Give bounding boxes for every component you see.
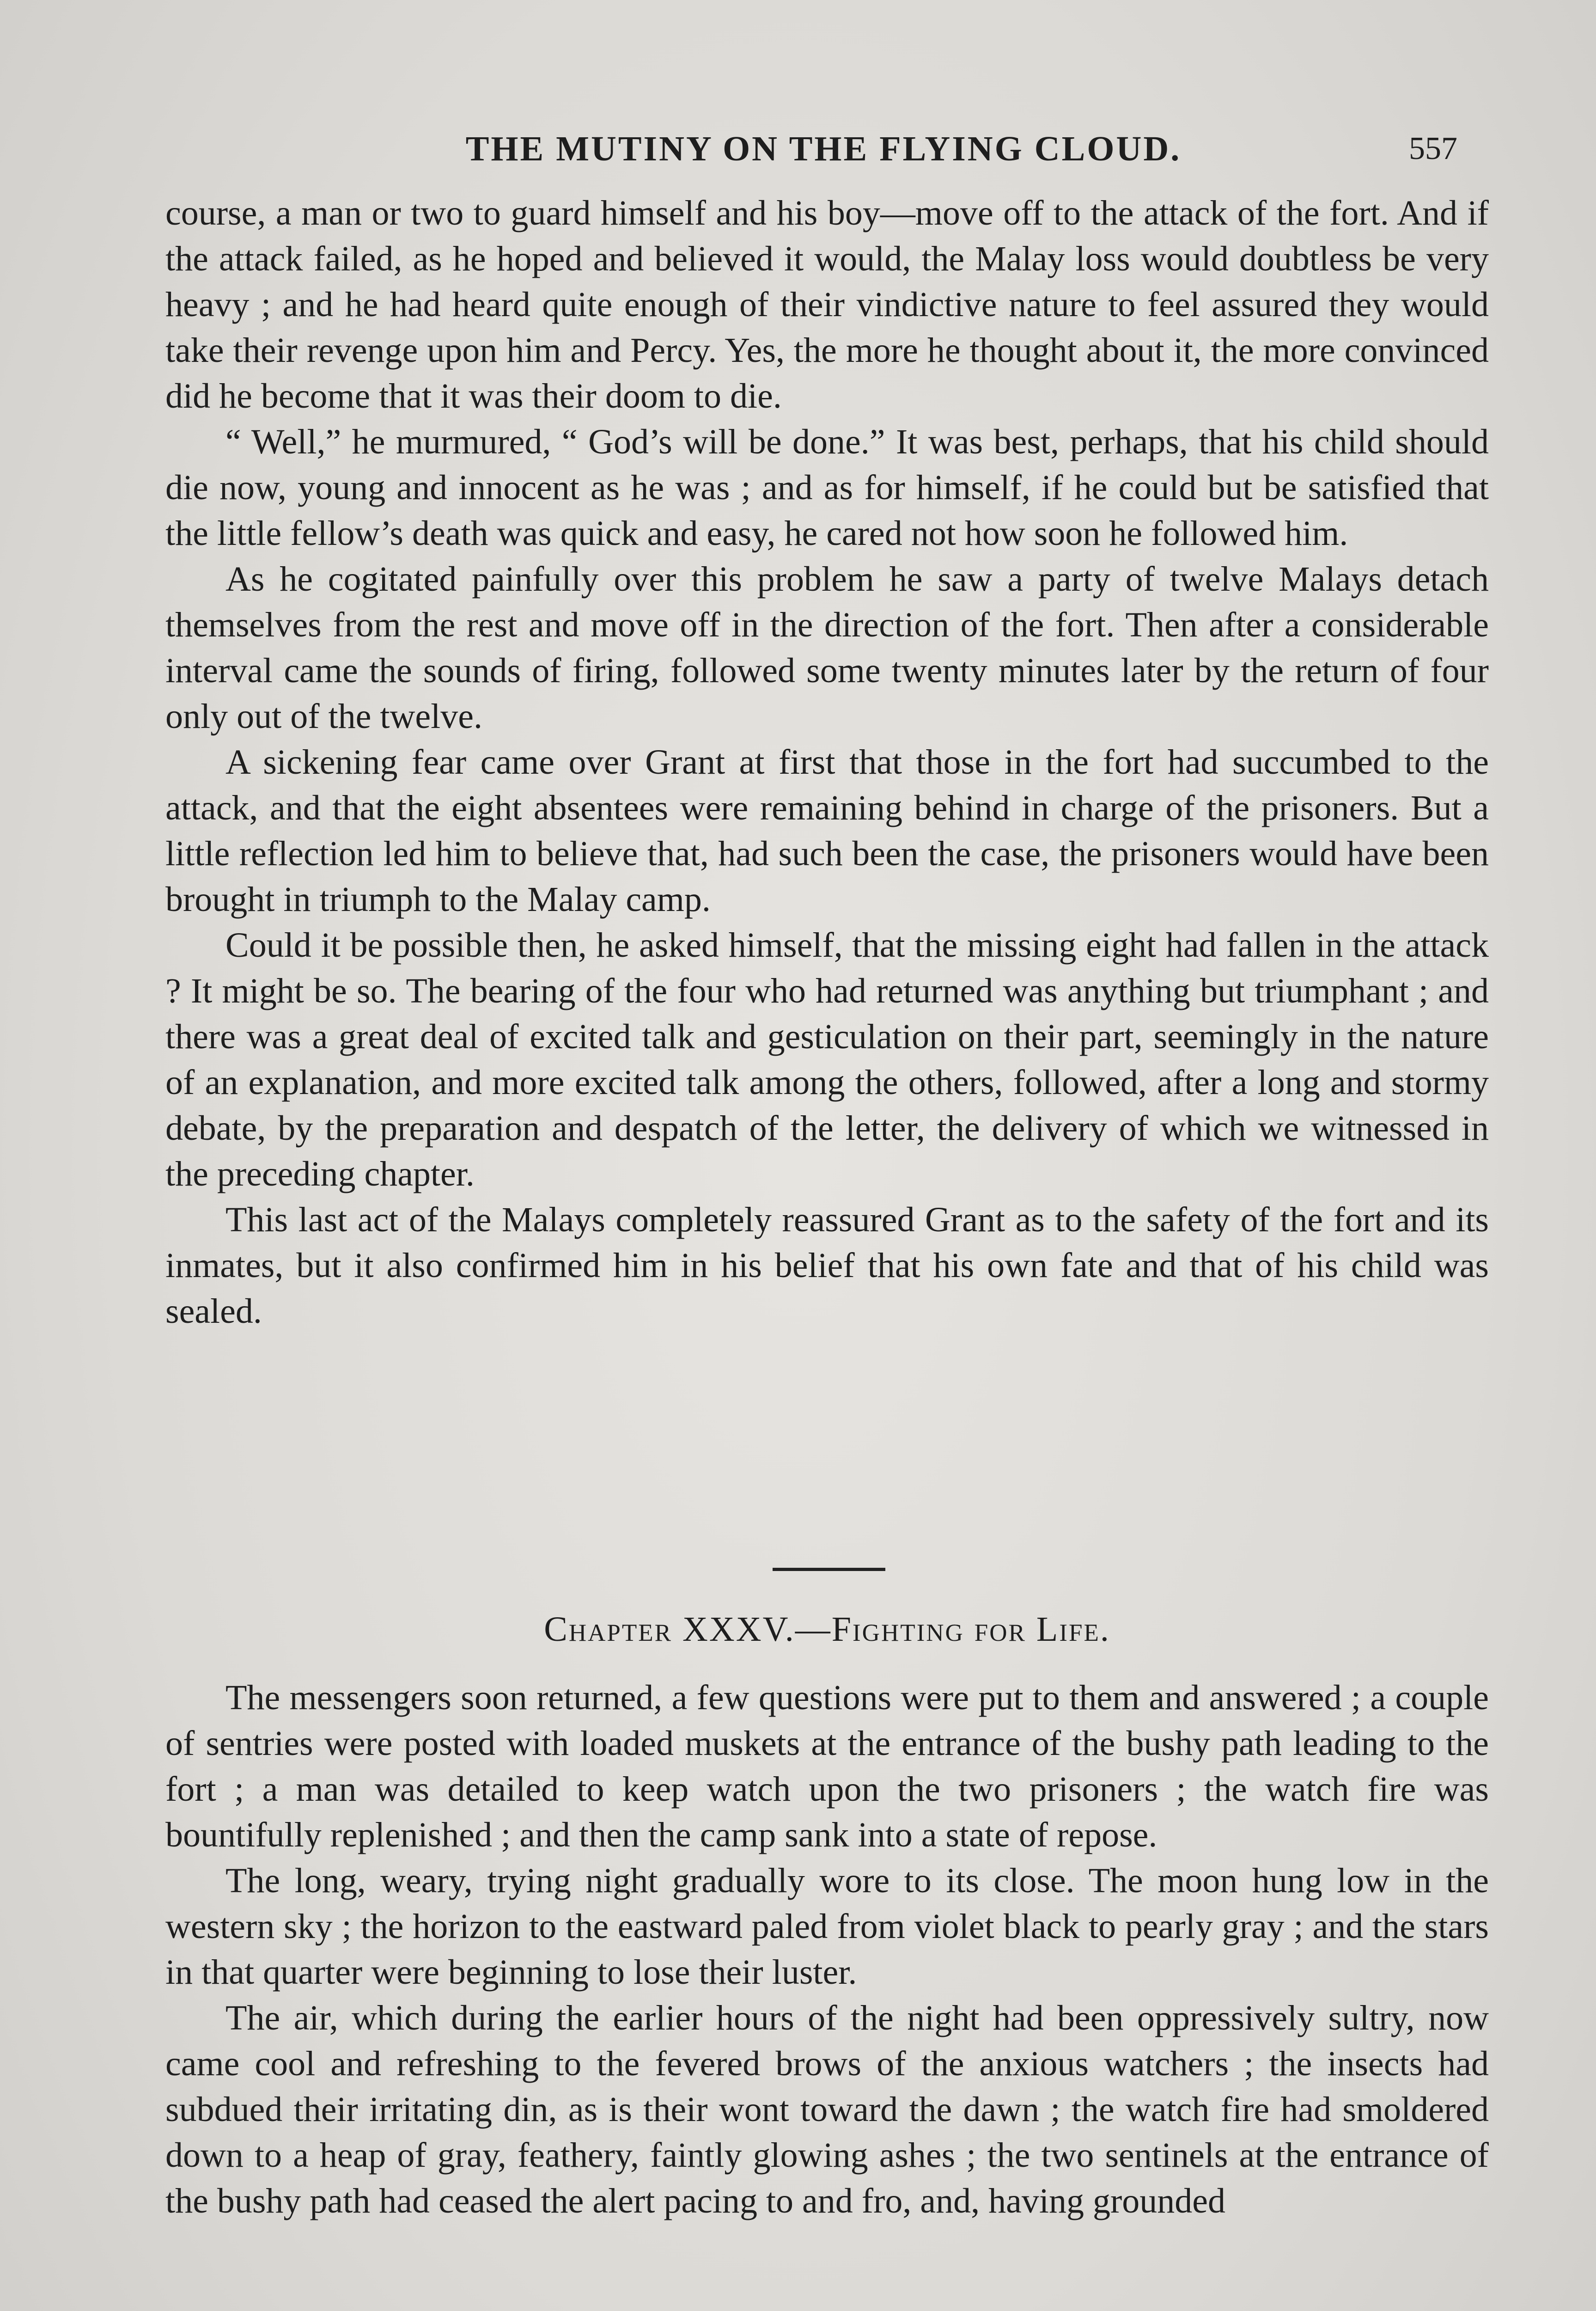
section-divider [773, 1568, 885, 1571]
paragraph: The messengers soon returned, a few questions were put to them and answered ; a couple of sentries were posted with loaded muskets at the entrance of the bushy path leading to the fort ; a man was detailed to keep watch upon the two prisoners ; the watch fire was bountifully replenished ; and then the camp sank into a state of repose. [165, 1678, 1489, 1854]
page-number: 557 [1409, 131, 1457, 166]
paragraph: A sickening fear came over Grant at first that those in the fort had succumbed to the attack, and that the eight absentees were remaining behind in charge of the prisoners. But a little reflection led him to believe that, had such been the case, the prisoners would have been brought in triumph to the Malay camp. [165, 743, 1489, 919]
body-text-chapter [165, 1675, 1489, 2224]
paragraph: The air, which during the earlier hours of the night had been oppressively sultry, now came cool and refreshing to the fevered brows of the anxious watchers ; the insects had subdued their irritating din, as is their wont toward the dawn ; the watch fire had smoldered down to a heap of gray, feathery, faintly glowing ashes ; the two sentinels at the entrance of the bushy path had ceased the alert pacing to and fro, and, having grounded [165, 1999, 1489, 2220]
paragraph: “ Well,” he murmured, “ God’s will be done.” It was best, perhaps, that his child should die now, young and innocent as he was ; and as for himself, if he could but be satisfied that the little fellow’s death was quick and easy, he cared not how soon he followed him. [165, 422, 1489, 553]
body-text-top [165, 190, 1489, 1334]
paragraph: course, a man or two to guard himself and his boy—move off to the attack of the fort. And if the attack failed, as he hoped and believed it would, the Malay loss would doubtless be very heavy ; and he had heard quite enough of their vindictive nature to feel assured they would take their revenge upon him and Percy. Yes, the more he thought about it, the more convinced did he become that it was their doom to die. [165, 194, 1489, 416]
running-title: THE MUTINY ON THE FLYING CLOUD. [465, 129, 1182, 168]
paragraph: As he cogitated painfully over this problem he saw a party of twelve Malays detach themselves from the rest and move off in the direction of the fort. Then after a considerable interval came the sounds of firing, followed some twenty minutes later by the return of four only out of the twelve. [165, 560, 1489, 736]
running-header [166, 121, 1480, 177]
chapter-heading: Chapter XXXV.—Fighting for Life. [544, 1610, 1110, 1649]
paragraph: The long, weary, trying night gradually wore to its close. The moon hung low in the western sky ; the horizon to the eastward paled from violet black to pearly gray ; and the stars in that quarter were beginning to lose their luster. [165, 1861, 1489, 1992]
paragraph: Could it be possible then, he asked himself, that the missing eight had fallen in the attack ? It might be so. The bearing of the four who had returned was anything but triumphant ; and there was a great deal of excited talk and gesticulation on their part, seemingly in the nature of an explanation, and more excited talk among the others, followed, after a long and stormy debate, by the preparation and despatch of the letter, the delivery of which we witnessed in the preceding chapter. [165, 926, 1489, 1193]
paragraph: This last act of the Malays completely reassured Grant as to the safety of the fort and its inmates, but it also confirmed him in his belief that his own fate and that of his child was sealed. [165, 1200, 1489, 1331]
